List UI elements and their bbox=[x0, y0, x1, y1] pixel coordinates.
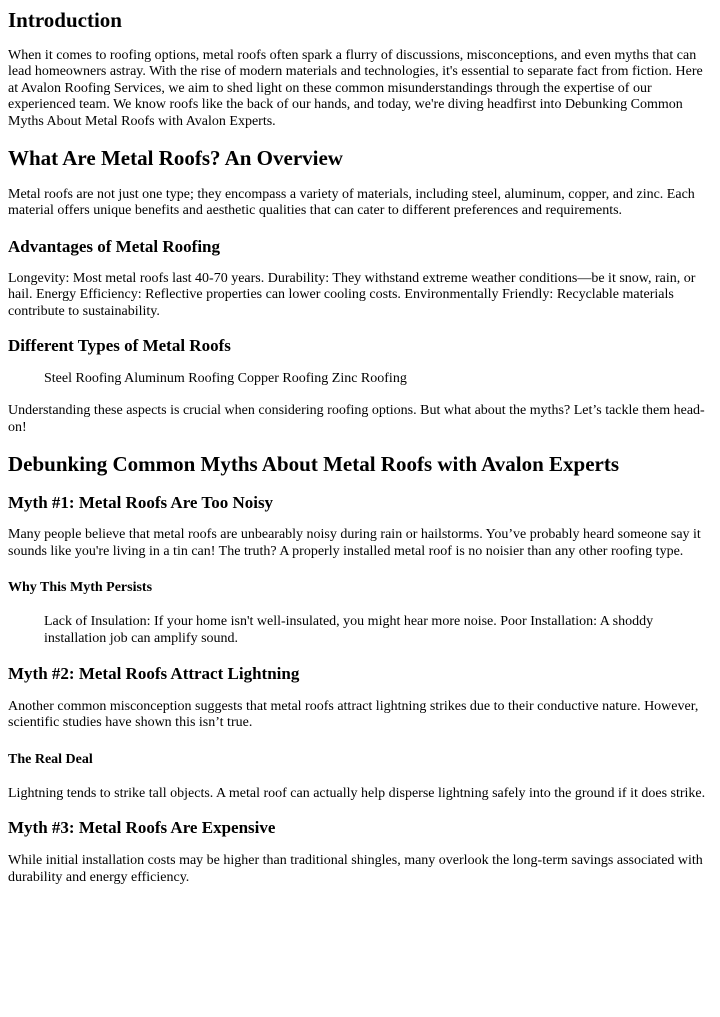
myth2-subheading: The Real Deal bbox=[8, 751, 93, 767]
myth1-paragraph: Many people believe that metal roofs are unbearably noisy during rain or hailstorms. You’ve probably heard someone say it sounds like you're living in a tin can! The truth? A properly installed metal roof is no noisier than any other roofing type. bbox=[8, 527, 701, 559]
myth2-paragraph: Another common misconception suggests that metal roofs attract lightning strikes due to their conductive nature. However, scientific studies have shown this isn’t true. bbox=[8, 698, 699, 731]
myth3-heading: Myth #3: Metal Roofs Are Expensive bbox=[8, 818, 276, 838]
myth3-paragraph: While initial installation costs may be higher than traditional shingles, many overlook the long-term savings associated with durability and energy efficiency. bbox=[8, 853, 703, 885]
types-list: Steel Roofing Aluminum Roofing Copper Roofing Zinc Roofing bbox=[44, 371, 407, 387]
myth2-subparagraph: Lightning tends to strike tall objects. A metal roof can actually help disperse lightning safely into the ground if it does strike. bbox=[8, 785, 706, 801]
myth1-list: Lack of Insulation: If your home isn't well-insulated, you might hear more noise. Poor Installation: A shoddy installation job can amplify sound. bbox=[44, 614, 654, 646]
overview-heading: What Are Metal Roofs? An Overview bbox=[8, 146, 343, 171]
myth1-heading: Myth #1: Metal Roofs Are Too Noisy bbox=[8, 493, 274, 513]
types-heading: Different Types of Metal Roofs bbox=[8, 336, 231, 356]
advantages-heading: Advantages of Metal Roofing bbox=[8, 236, 221, 256]
advantages-paragraph: Longevity: Most metal roofs last 40-70 years. Durability: They withstand extreme weather conditions—be it snow, rain, or hail. Energy Efficiency: Reflective properties can lower cooling costs. Environmentally Friendly: Recyclable materials contribute to sustainability. bbox=[8, 270, 696, 319]
introduction-heading: Introduction bbox=[8, 8, 122, 32]
overview-paragraph: Metal roofs are not just one type; they encompass a variety of materials, including steel, aluminum, copper, and zinc. Each material offers unique benefits and aesthetic qualities that can cater to different preferences and requirements. bbox=[8, 187, 695, 219]
types-paragraph: Understanding these aspects is crucial when considering roofing options. But what about the myths? Let’s tackle them head-on! bbox=[8, 403, 705, 435]
myth1-subheading: Why This Myth Persists bbox=[8, 580, 153, 596]
myth2-heading: Myth #2: Metal Roofs Attract Lightning bbox=[8, 663, 300, 683]
introduction-paragraph: When it comes to roofing options, metal roofs often spark a flurry of discussions, misconceptions, and even myths that can lead homeowners astray. With the rise of modern materials and technologies, it's essential to separate fact from fiction. Here at Avalon Roofing Services, we aim to shed light on these common misunderstandings through the expertise of our experienced team. We know roofs like the back of our hands, and today, we're diving headfirst into Debunking Common Myths About Metal Roofs with Avalon Experts. bbox=[8, 48, 703, 129]
debunk-heading: Debunking Common Myths About Metal Roofs with Avalon Experts bbox=[8, 452, 619, 477]
